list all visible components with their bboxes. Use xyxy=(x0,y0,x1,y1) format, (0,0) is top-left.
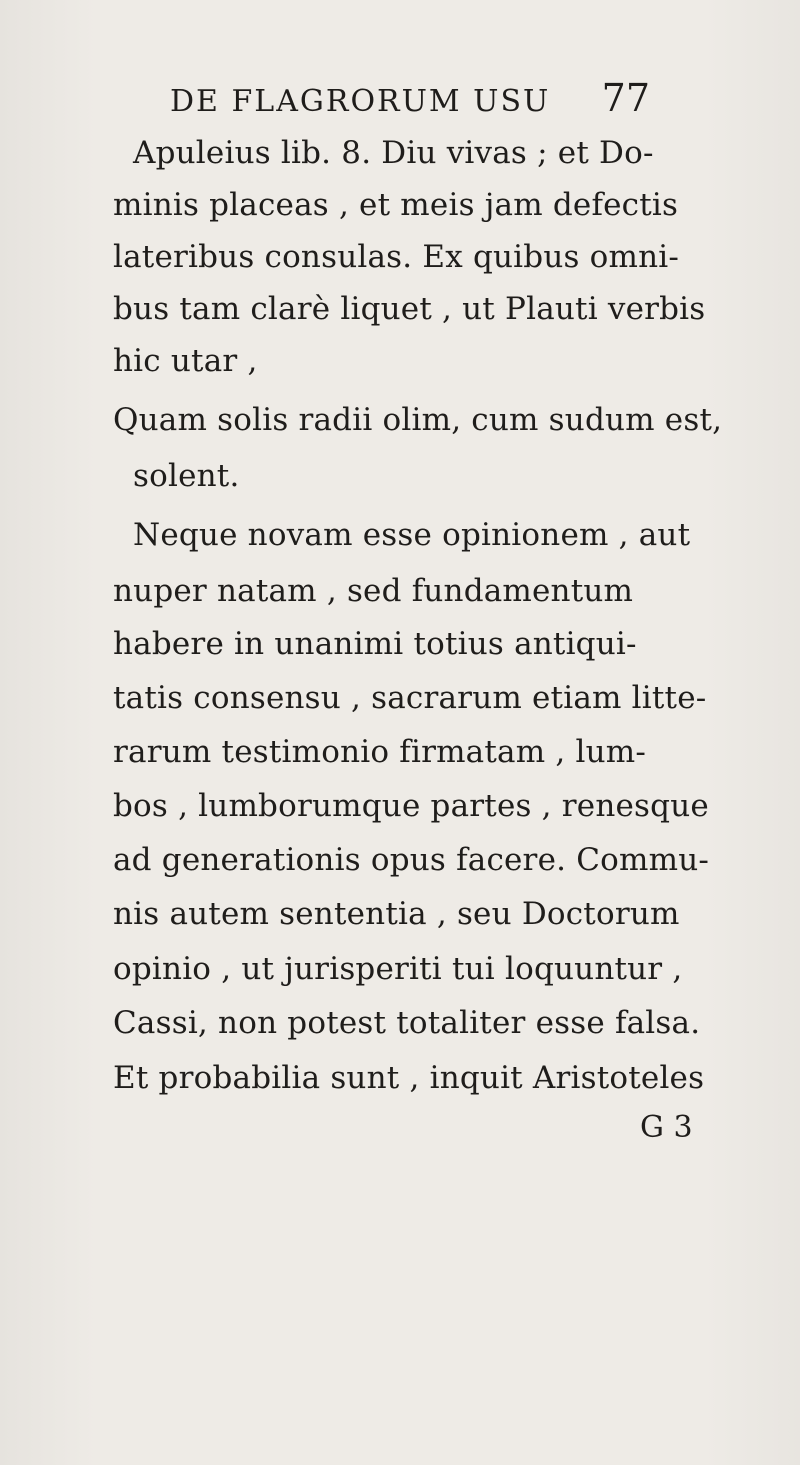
text-line-8: Neque novam esse opinionem , aut xyxy=(133,517,691,553)
text-line-3: lateribus consulas. Ex quibus omni- xyxy=(113,239,680,275)
text-line-16: opinio , ut jurisperiti tui loquuntur , xyxy=(113,951,683,987)
signature-mark: G 3 xyxy=(640,1110,693,1145)
text-line-5: hic utar , xyxy=(113,343,258,379)
text-line-11: tatis consensu , sacrarum etiam litte- xyxy=(113,680,707,716)
text-line-10: habere in unanimi totius antiqui- xyxy=(113,626,637,662)
text-line-9: nuper natam , sed fundamentum xyxy=(113,573,634,609)
running-head: DE FLAGRORUM USU xyxy=(170,84,551,119)
text-line-15: nis autem sententia , seu Doctorum xyxy=(113,896,680,932)
text-line-14: ad generationis opus facere. Commu- xyxy=(113,842,710,878)
text-line-17: Cassi, non potest totaliter esse falsa. xyxy=(113,1005,701,1041)
text-line-18: Et probabilia sunt , inquit Aristoteles xyxy=(113,1060,705,1096)
page-header xyxy=(170,76,650,126)
text-line-2: minis placeas , et meis jam defectis xyxy=(113,187,679,223)
text-line-12: rarum testimonio firmatam , lum- xyxy=(113,734,647,770)
text-line-7: solent. xyxy=(133,458,240,494)
text-line-13: bos , lumborumque partes , renesque xyxy=(113,788,709,824)
text-line-1: Apuleius lib. 8. Diu vivas ; et Do- xyxy=(133,135,654,171)
page-number: 77 xyxy=(601,76,650,120)
text-line-4: bus tam clarè liquet , ut Plauti verbis xyxy=(113,291,706,327)
text-line-6: Quam solis radii olim, cum sudum est, xyxy=(113,402,723,438)
